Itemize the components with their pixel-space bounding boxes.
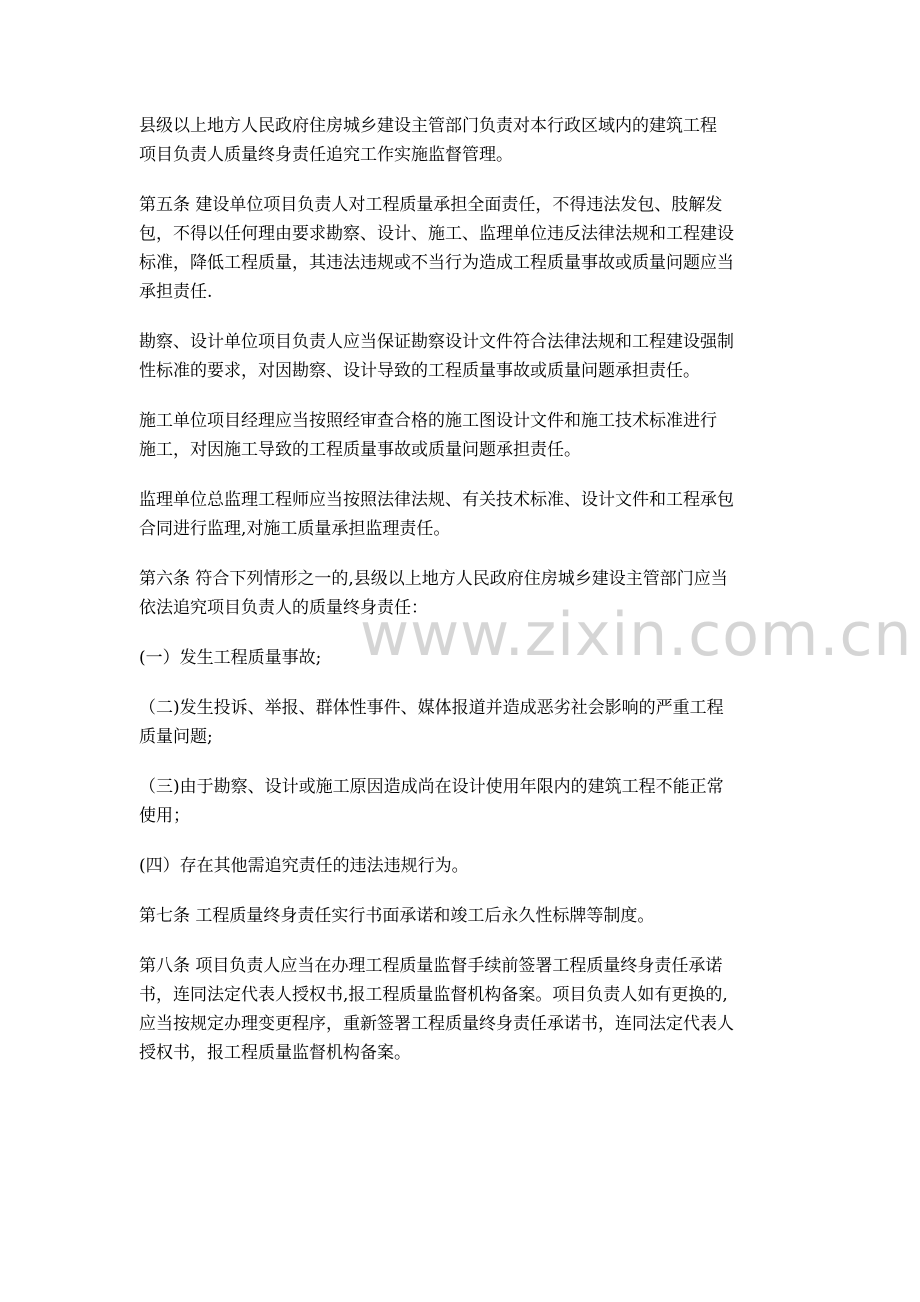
text-line: (一）发生工程质量事故;: [139, 648, 322, 668]
document-body: [139, 112, 784, 1089]
text-line: 施工单位项目经理应当按照经审查合格的施工图设计文件和施工技术标准进行: [139, 411, 717, 431]
paragraph: [139, 328, 784, 386]
paragraph: [139, 112, 784, 170]
text-line: 第七条 工程质量终身责任实行书面承诺和竣工后永久性标牌等制度。: [139, 906, 655, 926]
text-line: （三)由于勘察、设计或施工原因造成尚在设计使用年限内的建筑工程不能正常: [139, 777, 724, 797]
paragraph: [139, 694, 784, 752]
paragraph: [139, 952, 784, 1068]
text-line: 性标准的要求，对因勘察、设计导致的工程质量事故或质量问题承担责任。: [139, 361, 700, 381]
watermark: www.zixin.com.cn: [360, 600, 913, 670]
text-line: 勘察、设计单位项目负责人应当保证勘察设计文件符合法律法规和工程建设强制: [139, 332, 734, 352]
text-line: 书，连同法定代表人授权书,报工程质量监督机构备案。项目负责人如有更换的,: [139, 985, 728, 1005]
paragraph: [139, 486, 784, 544]
paragraph: [139, 852, 784, 881]
text-line: 质量问题;: [139, 727, 213, 747]
text-line: 第五条 建设单位项目负责人对工程质量承担全面责任，不得违法发包、肢解发: [139, 195, 723, 215]
text-line: 合同进行监理,对施工质量承担监理责任。: [139, 519, 451, 539]
text-line: 包，不得以任何理由要求勘察、设计、施工、监理单位违反法律法规和工程建设: [139, 224, 734, 244]
paragraph: [139, 191, 784, 307]
text-line: 第八条 项目负责人应当在办理工程质量监督手续前签署工程质量终身责任承诺: [139, 956, 723, 976]
text-line: 应当按规定办理变更程序，重新签署工程质量终身责任承诺书，连同法定代表人: [139, 1014, 734, 1034]
text-line: 施工，对因施工导致的工程质量事故或质量问题承担责任。: [139, 440, 581, 460]
text-line: 依法追究项目负责人的质量终身责任：: [139, 598, 428, 618]
text-line: (四）存在其他需追究责任的违法违规行为。: [139, 856, 469, 876]
text-line: 承担责任.: [139, 282, 213, 302]
text-line: 项目负责人质量终身责任追究工作实施监督管理。: [139, 145, 513, 165]
text-line: 监理单位总监理工程师应当按照法律法规、有关技术标准、设计文件和工程承包: [139, 490, 734, 510]
paragraph: [139, 407, 784, 465]
text-line: 第六条 符合下列情形之一的,县级以上地方人民政府住房城乡建设主管部门应当: [139, 569, 728, 589]
paragraph: [139, 565, 784, 623]
text-line: 标准，降低工程质量，其违法违规或不当行为造成工程质量事故或质量问题应当: [139, 253, 734, 273]
text-line: 授权书，报工程质量监督机构备案。: [139, 1043, 411, 1063]
paragraph: [139, 773, 784, 831]
text-line: （二)发生投诉、举报、群体性事件、媒体报道并造成恶劣社会影响的严重工程: [139, 698, 724, 718]
text-line: 县级以上地方人民政府住房城乡建设主管部门负责对本行政区域内的建筑工程: [139, 116, 717, 136]
paragraph: [139, 902, 784, 931]
paragraph: [139, 644, 784, 673]
text-line: 使用；: [139, 806, 190, 826]
